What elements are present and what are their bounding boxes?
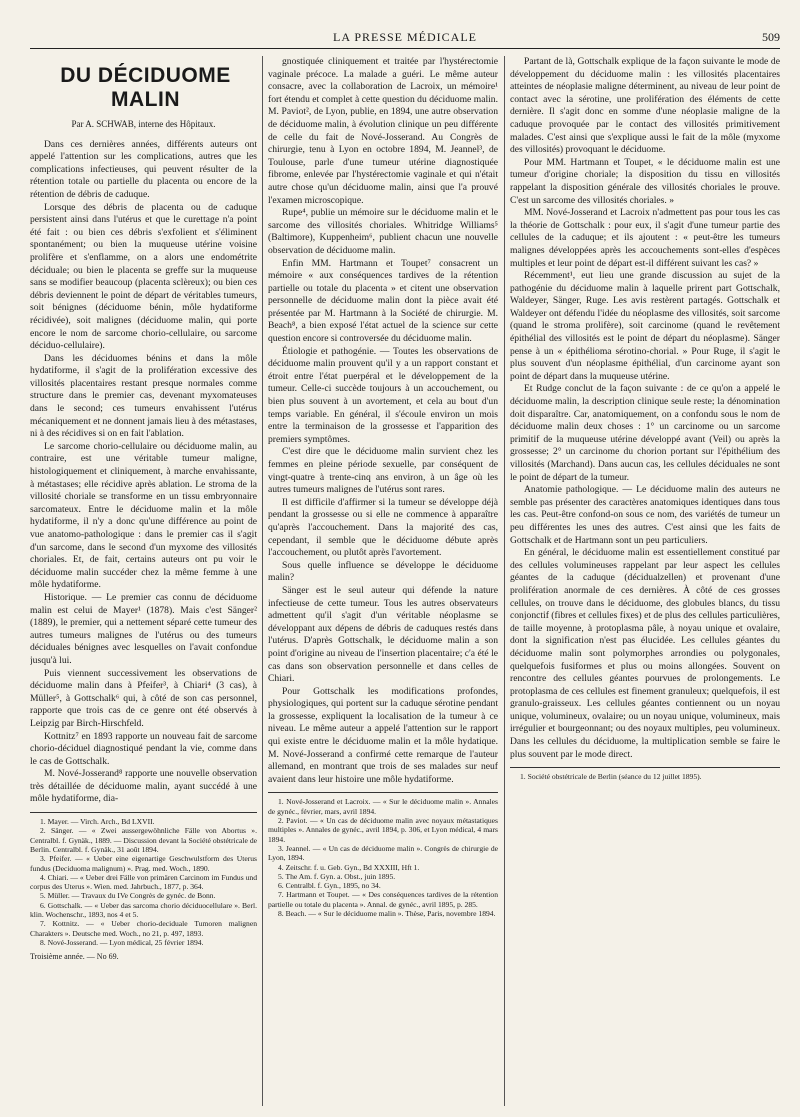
paragraph: gnostiquée cliniquement et traitée par l'hystérectomie vaginale précoce. La malade a guéri. Le même auteur consacre, avec la collaboration de Lacroix, un mémoire¹ fort étendu et complet à cette question du déciduome malin. M. Paviot², de Lyon, publie, en 1894, une autre observation de déciduome malin, à évolution clinique un peu différente de celle du fait de Nové-Josserand. Au Congrès de chirurgie, tenu à Lyon en octobre 1894, M. Jeannel³, de Toulouse, parle d'une tumeur utérine diagnostiquée fibrome, enlevée par l'hystérectomie vaginale et qui n'était autre chose qu'un déciduome malin, ainsi que l'a prouvé l'examen microscopique.: [268, 56, 498, 206]
paragraph: Lorsque des débris de placenta ou de caduque persistent ainsi dans l'utérus et que le curettage n'a point été fait : ou bien ces débris s'exfolient et s'éliminent spontanément; ou bien la muqueuse utérine voisine prolifère et s'enflamme, on a alors une endométrite déciduale; ou bien le placenta se greffe sur la muqueuse sans se modifier beaucoup (placenta sclèreux); ou bien ces débris deviennent le point de départ de véritables tumeurs, soit bénignes (déciduome bénin, môle hydatiforme récidivée), soit malignes (déciduome malin, qui porte encore le nom de sarcome chorio-cellulaire, ou sarcome déciduo-cellulaire).: [30, 201, 257, 352]
paragraph: Dans les déciduomes bénins et dans la môle hydatiforme, il s'agit de la prolifération excessive des villosités placentaires restant presque normales comme structure dans le premier cas, devenant myxomateuses dans le second; ces tumeurs envahissent l'utérus mécaniquement et ne donnent jamais lieu à des métastases, ni à des récidives si on en fait l'ablation.: [30, 352, 257, 440]
paragraph: Partant de là, Gottschalk explique de la façon suivante le mode de développement du déciduome malin : les villosités placentaires atteintes de néoplasie maligne déterminent, au niveau de leur point de contact avec la sérotine, une prolifération des éléments de cette dernière. Il s'agit donc en somme d'une néoplasie maligne de la caduque provoquée par le contact des villosités primitivement malades. C'est ainsi que s'explique aussi le fait de la môle (myxome des villosités) provoquant le déciduome.: [510, 56, 780, 156]
footnote: 1. Société obstétricale de Berlin (séance du 12 juillet 1895).: [520, 772, 702, 782]
footnotes-column-3: [510, 767, 780, 781]
footnote: 5. The Am. f. Gyn. a. Obst., juin 1895.: [278, 871, 396, 881]
footnote: 4. Zeitschr. f. u. Geb. Gyn., Bd XXXIII, Hft 1.: [278, 862, 420, 872]
footnote: 3. Pfeifer. — « Ueber eine eigenartige Geschwulstform des Uterus fundus (Deciduoma malignum) ». Prag. med. Woch., 1890.: [30, 854, 257, 873]
paragraph: Historique. — Le premier cas connu de déciduome malin est celui de Mayer¹ (1878). Mais c'est Sänger² (1889), le premier, qui a nettement séparé cette tumeur des autres tumeurs malignes de l'utérus ou des tumeurs déciduales bénignes avec lesquelles on l'avait confondue jusqu'à lui.: [30, 591, 257, 666]
paragraph: Kottnitz⁷ en 1893 rapporte un nouveau fait de sarcome chorio-déciduel diagnostiqué pendant la vie, comme dans le cas de Gottschalk.: [30, 730, 257, 767]
paragraph: Étiologie et pathogénie. — Toutes les observations de déciduome malin prouvent qu'il y a un rapport constant et étroit entre l'état puerpéral et le développement de la tumeur. Celle-ci succède toujours à un accouchement, ou bien plus souvent à un avortement, et cela au bout d'un temps variable. En général, il s'écoule environ un mois entre la terminaison de la grossesse et l'apparition des premiers symptômes.: [268, 345, 498, 445]
paragraph: Rupe⁴, publie un mémoire sur le déciduome malin et le sarcome des villosités choriales. Whitridge Williams⁵ (Baltimore), Kuppenheim⁶, publient chacun une nouvelle observation de déciduome malin.: [268, 207, 498, 256]
footnote: 1. Nové-Josserand et Lacroix. — « Sur le déciduome malin ». Annales de gynéc., février, mars, avril 1894.: [268, 797, 498, 816]
footnote: 2. Paviot. — « Un cas de déciduome malin avec noyaux métastatiques multiples ». Annales de gynéc., avril 1894, p. 306, et Lyon médical, 4 mars 1894.: [268, 816, 498, 844]
footnote: 6. Gottschalk. — « Ueber das sarcoma chorio déciduocellulare ». Berl. klin. Wochenschr., 1893, nos 4 et 5.: [30, 900, 257, 920]
footnote: 8. Beach. — « Sur le déciduome malin ». Thèse, Paris, novembre 1894.: [278, 909, 496, 918]
paragraph: Sänger est le seul auteur qui défende la nature infectieuse de cette tumeur. Tous les autres observateurs admettent qu'il s'agit d'un véritable néoplasme se développant aux dépens de débris de caduques restés dans l'utérus. D'après Gottschalk, le déciduome malin a son point d'origine au niveau de l'insertion placentaire; c'a été le cas dans son observation personnelle et dans celles de Chiari.: [268, 584, 498, 685]
column-2: [268, 56, 498, 1106]
paragraph: Dans ces dernières années, différents auteurs ont appelé l'attention sur les complications, autres que les complications infectieuses, qui peuvent résulter de la rétention totale ou partielle du placenta ou encore de la rétention de débris de caduque.: [30, 138, 257, 200]
issue-footer: Troisième année. — No 69.: [30, 952, 119, 962]
footnotes-column-2: [268, 792, 498, 918]
paragraph: M. Nové-Josserand⁸ rapporte une nouvelle observation très détaillée de déciduome malin, ayant succédé à une môle hydatiforme, dia-: [30, 768, 257, 805]
column-1: [30, 56, 257, 1106]
footnote: 7. Hartmann et Toupet. — « Des conséquences tardives de la rétention partielle ou totale du placenta ». Annal. de gynéc., avril 1895, p. 285.: [268, 890, 498, 909]
footnote: 6. Centralbl. f. Gyn., 1895, no 34.: [278, 881, 381, 891]
footnote: 7. Kottnitz. — « Ueber chorio-deciduale Tumoren malignen Charakters ». Deutsche med. Woch., no 21, p. 497, 1893.: [30, 919, 257, 938]
running-header: [30, 30, 780, 46]
footnote: 2. Sänger. — « Zwei aussergewöhnliche Fälle von Abortus ». Centralbl. f. Gynäk., 1889. — Discussion devant la Société obstétricale de Berlin. Centralbl. f. Gynäk., 31 août 1894.: [30, 826, 257, 854]
column-3-body: [510, 56, 780, 761]
column-divider: [262, 56, 263, 1106]
paragraph: Puis viennent successivement les observations de déciduome malin dans à Pfeifer³, à Chiari⁴ (3 cas), à Müller⁵, à Gottschalk⁶ qui, à côté de son cas personnel, rapporte que trois cas de ce genre ont été observés à Leipzig par Birch-Hirschfeld.: [30, 667, 257, 729]
author-prefix: Par: [71, 119, 84, 129]
author-line: [30, 118, 257, 131]
column-3: [510, 56, 780, 1106]
page-number: 509: [762, 30, 780, 44]
paragraph: MM. Nové-Josserand et Lacroix n'admettent pas pour tous les cas la théorie de Gottschalk : pour eux, il s'agit d'une tumeur partie des cellules de la caduque; et ils ajoutent : « peut-être les tumeurs malignes développées après les accouchements sont-elles d'espèces multiples et leur point de départ est-il différent suivant les cas? »: [510, 207, 780, 269]
paragraph: Pour MM. Hartmann et Toupet, « le déciduome malin est une tumeur d'origine choriale; la disposition du tissu en villosités rappelant la disposition générale des villosités choriales le prouve. C'est un sarcome des villosités choriales. »: [510, 156, 780, 206]
article-title: DU DÉCIDUOME MALIN: [60, 64, 231, 111]
paragraph: Anatomie pathologique. — Le déciduome malin des auteurs ne semble pas présenter des caractères anatomiques identiques dans tous les cas. Peut-être confond-on sous ce nom, des variétés de tumeur un peu différentes les unes des autres. C'est ainsi que les faits de Gottschalk et de Hartmann sont un peu particuliers.: [510, 484, 780, 546]
column-2-body: [268, 56, 498, 786]
footnote: 1. Mayer. — Virch. Arch., Bd LXVII.: [40, 817, 155, 827]
footnote: 5. Müller. — Travaux du IVe Congrès de gynéc. de Bonn.: [40, 891, 216, 901]
paragraph: Enfin MM. Hartmann et Toupet⁷ consacrent un mémoire « aux conséquences tardives de la rétention partielle ou totale du placenta » et citent une observation personnelle de déciduome malin dont la pièce avait été présentée par M. Hartmann à la Société de chirurgie. M. Beach⁸, a bien exposé l'état actuel de la science sur cette question encore si controversée du déciduome malin.: [268, 257, 498, 345]
footnote: 8. Nové-Josserand. — Lyon médical, 25 février 1894.: [40, 937, 204, 947]
paragraph: Pour Gottschalk les modifications profondes, physiologiques, qui portent sur la caduque sérotine pendant la grossesse, expliquent la localisation de la tumeur à ce niveau. Le même auteur a appelé l'attention sur le rapport qui existe entre le déciduome malin et la môle hydatique. M. Nové-Josserand a confirmé cette remarque de l'auteur allemand, en montrant que trois de ses malades sur neuf avaient dans leur histoire une môle hydatiforme.: [268, 685, 498, 785]
paragraph: Et Rudge conclut de la façon suivante : de ce qu'on a appelé le déciduome malin, la description clinique seule reste; la dénomination doit disparaître. Car, anatomiquement, on a confondu sous le nom de déciduome malin deux choses : 1° un carcinome ou un sarcome primitif de la muqueuse utérine développé avant (Veil) ou après la grossesse; 2° un carcinome du chorion portant sur l'épithélium des villosités (Marchand). Dans aucun cas, les cellules déciduales ne sont le point de départ de la tumeur.: [510, 383, 780, 483]
footnotes-column-1: [30, 812, 257, 947]
paragraph: Récemment¹, eut lieu une grande discussion au sujet de la pathogénie du déciduome malin à laquelle prirent part Gottschalk, Waldeyer, Sänger, Ruge. Les avis restèrent partagés. Gottschalk et Waldeyer ont défendu l'idée du néoplasme des villosités, soit sarcome (quand le stroma prolifère), soit carcinome (quand le revêtement épithélial des villosités est le point de départ du néoplasme). Sänger pense à un « épithélioma sérotino-chorial. » Pour Ruge, il s'agit le plus souvent d'un néoplasme épithélial, d'un carcinome ayant son point de départ dans la muqueuse utérine.: [510, 270, 780, 382]
author-name: A. SCHWAB, interne des Hôpitaux.: [85, 119, 216, 129]
paragraph: Il est difficile d'affirmer si la tumeur se développe déjà pendant la grossesse ou si elle ne commence à apparaître qu'après l'accouchement. Dans la majorité des cas, cependant, il semble que le déciduome débute après l'accouchement, ou plutôt après l'avortement.: [268, 496, 498, 559]
column-divider: [504, 56, 505, 1106]
paragraph: En général, le déciduome malin est essentiellement constitué par des cellules volumineuses rappelant par leur aspect les cellules géantes de la caduque (décidualzellen) et provenant d'une prolifération anormale de ces dernières. À côté de ces grosses cellules, on trouve dans le déciduome, des globules blancs, du tissu conjonctif (fibres et cellules fixes) et de plus des cellules particulières, de taille moyenne, à protoplasma pâle, à noyau unique et ovalaire, dont la signification n'est pas élucidée. Les cellules géantes du déciduome malin sont polymorphes arrondies ou polygonales, quelquefois fusiformes et plus ou moins allongées. Souvent on rencontre des cellules géantes pourvues de prolongements. Le protoplasma de ces cellules est finement granuleux; quelquefois, il est granulo-graisseux. Les cellules géantes contiennent ou un noyau unique, volumineux, ovalaire; ou un noyau unique, volumineux, mais irrégulier et bourgeonnant; ou des noyaux multiples, peu volumineux. Dans les cellules du déciduome, la multiplication semble se faire le plus souvent par le mode direct.: [510, 547, 780, 760]
footnote: 3. Jeannel. — « Un cas de déciduome malin ». Congrès de chirurgie de Lyon, 1894.: [268, 843, 498, 863]
header-rule: [30, 48, 780, 49]
paragraph: Sous quelle influence se développe le déciduome malin?: [268, 559, 498, 584]
footnote: 4. Chiari. — « Ueber drei Fälle von primären Carcinom im Fundus und corpus des Uterus ». Wien. med. Jahrbuch., 1877, p. 364.: [30, 872, 257, 892]
paragraph: C'est dire que le déciduome malin survient chez les femmes en pleine période sexuelle, par conséquent de vingt-quatre à trente-cinq ans environ, à un âge où les autres tumeurs malignes de l'utérus sont rares.: [268, 446, 498, 496]
column-1-body: [30, 139, 257, 806]
paragraph: Le sarcome chorio-cellulaire ou déciduome malin, au contraire, est une véritable tumeur maligne, histologiquement et cliniquement, à marche envahissante, à métastases; elle récidive après ablation. Le stroma de la villosité choriale se transforme en un tissu embryonnaire sarcomateux. Entre le déciduome malin et la môle hydatiforme, il n'y a donc qu'une différence au point de vue anatomo-pathologique : dans le premier cas il s'agit d'un sarcome, dans le second d'un myxome des villosités choriales. Et, de fait, certains auteurs ont pu voir le déciduome malin succéder chez la même femme à une môle hydatiforme.: [30, 440, 257, 591]
journal-title: LA PRESSE MÉDICALE: [332, 30, 477, 44]
